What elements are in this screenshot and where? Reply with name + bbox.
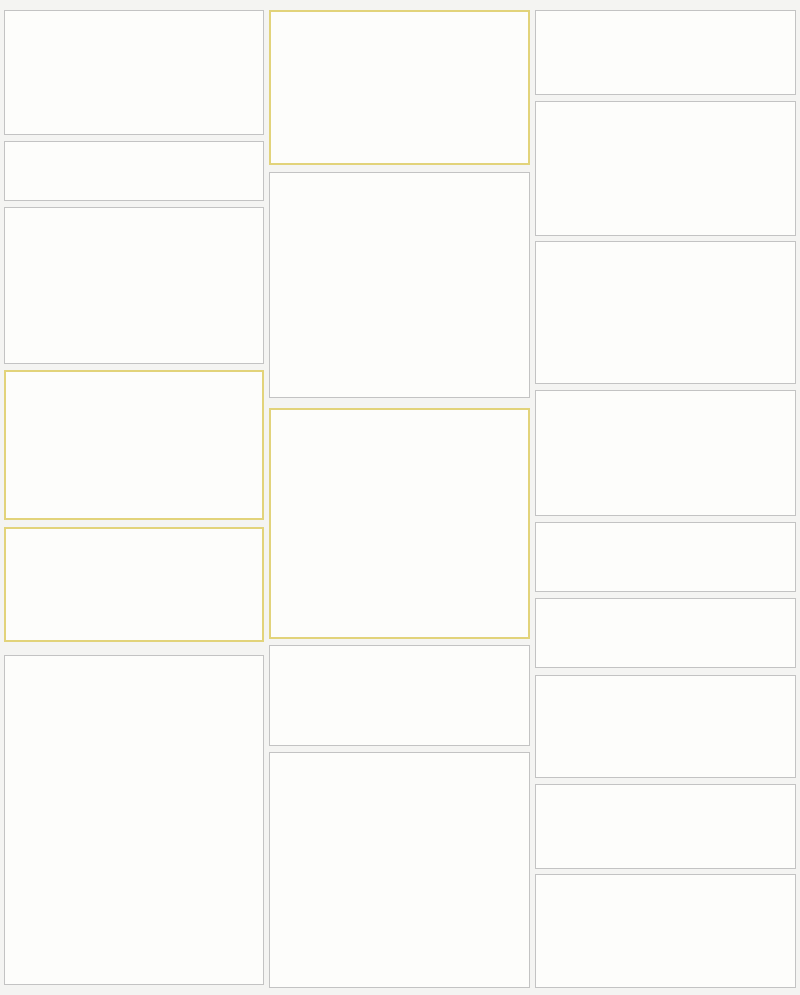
- images-box: [269, 645, 530, 746]
- keyboard-attributes-box: [535, 522, 796, 592]
- tables-box: [269, 408, 530, 639]
- text-markup-box: [4, 655, 264, 985]
- entities-box: [269, 752, 530, 988]
- empty-elements-box: [535, 101, 796, 236]
- mouse-events-box: [535, 874, 796, 988]
- forms-box: [269, 172, 530, 398]
- window-events-box: [535, 598, 796, 668]
- language-attributes-box: [535, 390, 796, 516]
- document-structure-box: [4, 370, 264, 520]
- keyboard-events-box: [535, 784, 796, 869]
- objects-box: [535, 10, 796, 95]
- document-outline-box: [4, 10, 264, 135]
- lists-box: [269, 10, 530, 165]
- comments-box: [4, 141, 264, 201]
- links-box: [4, 527, 264, 642]
- core-attributes-box: [535, 241, 796, 384]
- form-events-box: [535, 675, 796, 778]
- page-information-box: [4, 207, 264, 364]
